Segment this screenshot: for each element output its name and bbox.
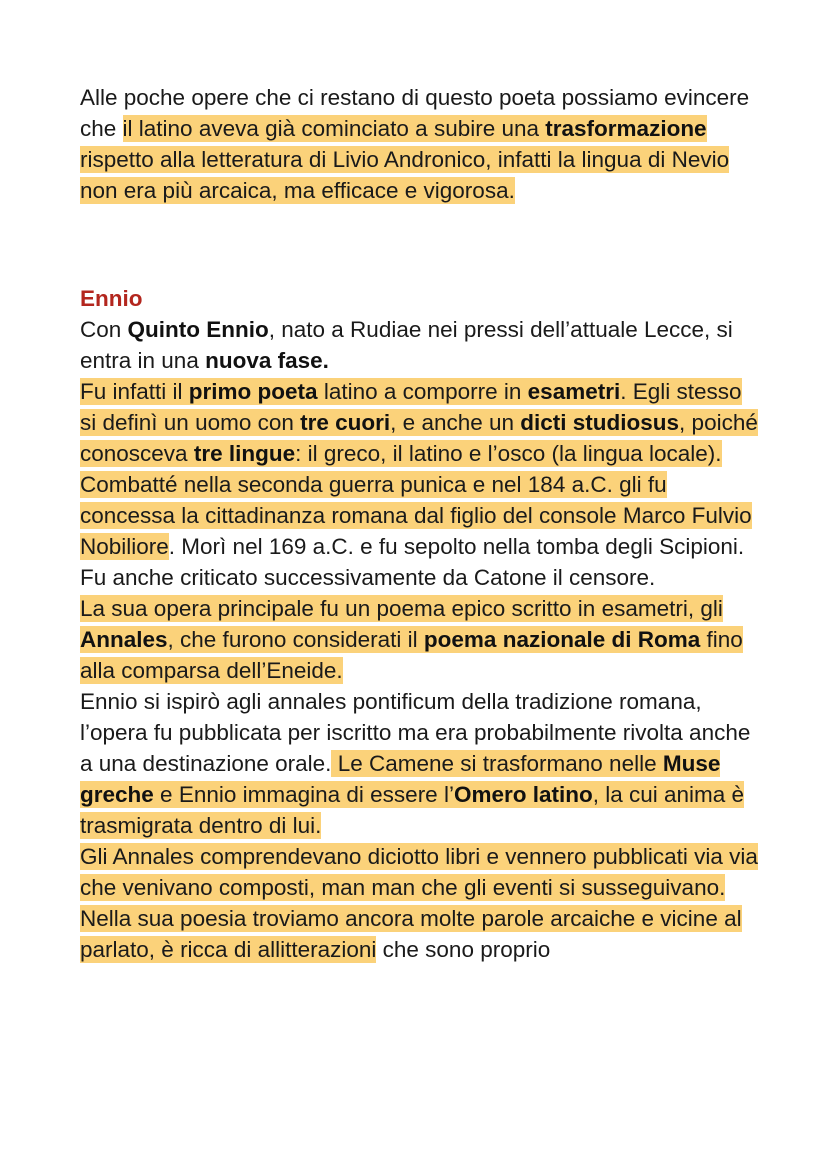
bold-term: primo poeta: [188, 379, 318, 404]
body-text: . Morì nel 169 a.C. e fu sepolto nella tomba degli Scipioni. Fu anche criticato successivamente da Catone il censore.: [80, 534, 745, 590]
highlight-text: e Ennio immagina di essere l’: [153, 782, 454, 807]
bold-term: trasformazione: [545, 116, 707, 141]
body-text: Ennio si ispirò agli annales pontificum della tradizione romana, l’opera fu pubblicata per iscritto ma era probabilmente rivolta anche a una destinazione orale.: [80, 689, 751, 776]
highlight-text: il latino aveva già cominciato a subire una: [122, 116, 546, 141]
highlight-text: Le Camene si trasformano nelle: [331, 751, 663, 776]
highlight: Nella sua poesia troviamo ancora molte parole arcaiche e vicine al parlato, è ricca di allitterazioni: [80, 906, 742, 962]
bold-term: esametri: [527, 379, 621, 404]
bold-term: poema nazionale di Roma: [423, 627, 701, 652]
body-text: , nato a Rudiae nei pressi dell’attuale Lecce, si entra in una: [80, 317, 733, 373]
highlight-text: La sua opera principale fu un poema epico scritto in esametri, gli: [80, 596, 723, 621]
highlight-text: latino a comporre in: [317, 379, 528, 404]
highlight-text: : il greco, il latino e l’osco (la lingua locale).: [295, 441, 722, 466]
bold-term: Quinto Ennio: [127, 317, 269, 342]
bold-term: nuova fase.: [205, 348, 329, 373]
body-text: che sono proprio: [376, 937, 551, 962]
body-text: Con: [80, 317, 128, 342]
highlight-text: rispetto alla letteratura di Livio Andronico, infatti la lingua di Nevio non era più arcaica, ma efficace e vigorosa.: [80, 147, 730, 203]
highlight: [80, 595, 743, 684]
bold-term: tre lingue: [193, 441, 296, 466]
section-body: [80, 314, 760, 965]
bold-term: Annales: [80, 627, 168, 652]
highlight-text: . Egli stesso si definì un uomo con: [80, 379, 742, 435]
section-title: Ennio: [80, 286, 143, 311]
bold-term: Muse greche: [80, 751, 721, 807]
intro-paragraph: [80, 82, 760, 206]
highlight: Combatté nella seconda guerra punica e nel 184 a.C. gli fu concessa la cittadinanza romana dal figlio del console Marco Fulvio Nobiliore: [80, 472, 752, 559]
bold-term: dicti studiosus: [520, 410, 680, 435]
bold-term: Omero latino: [453, 782, 593, 807]
highlight: [80, 115, 729, 204]
highlight: [80, 378, 758, 467]
ennio-section: [80, 283, 760, 965]
intro-text: Alle poche opere che ci restano di questo poeta possiamo evincere che: [80, 85, 750, 141]
highlight-text: , e anche un: [390, 410, 521, 435]
highlight-text: , la cui anima è trasmigrata dentro di lui.: [80, 782, 745, 838]
highlight: Gli Annales comprendevano diciotto libri e vennero pubblicati via via che venivano composti, man man che gli eventi si susseguivano.: [80, 844, 758, 900]
highlight-text: , che furono considerati il: [167, 627, 424, 652]
bold-term: tre cuori: [300, 410, 391, 435]
highlight-text: Fu infatti il: [80, 379, 189, 404]
highlight-text: , poiché conosceva: [80, 410, 758, 466]
highlight-text: fino alla comparsa dell’Eneide.: [80, 627, 743, 683]
